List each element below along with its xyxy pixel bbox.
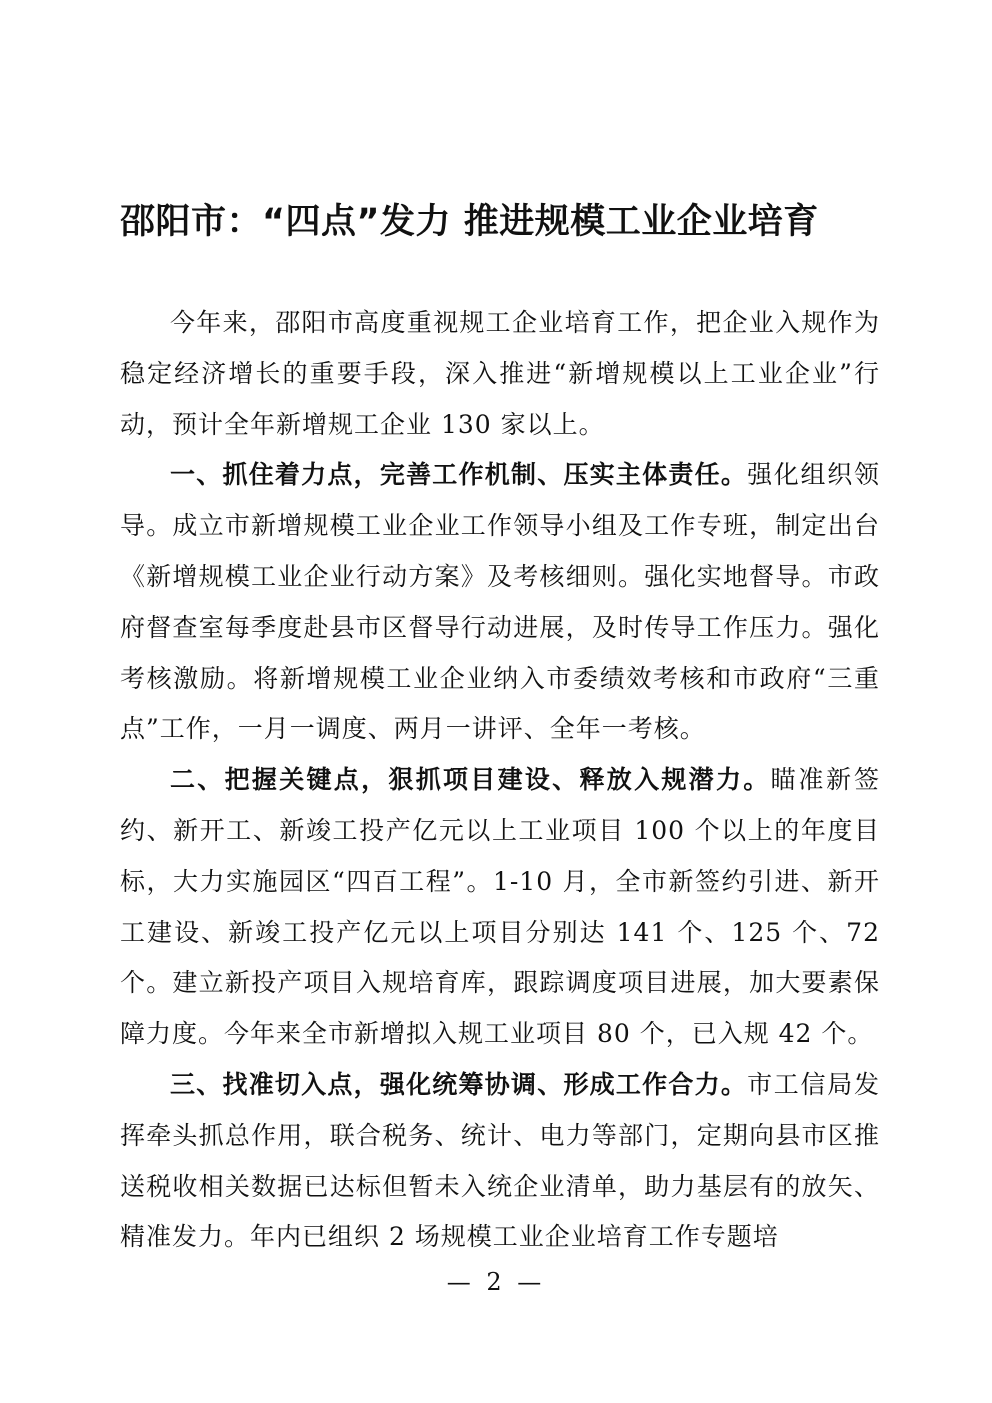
paragraph-text: 强化组织领导。成立市新增规模工业企业工作领导小组及工作专班，制定出台《新增规模工业企业行动方案》及考核细则。强化实地督导。市政府督查室每季度赴县市区督导行动进展，及时传导工作压力。强化考核激励。将新增规模工业企业纳入市委绩效考核和市政府“三重点”工作，一月一调度、两月一讲评、全年一考核。 xyxy=(120,460,880,744)
section-heading: 一、抓住着力点，完善工作机制、压实主体责任。 xyxy=(170,460,748,490)
page-number: — 2 — xyxy=(446,1268,546,1296)
paragraph-section-2 xyxy=(120,755,880,1060)
section-heading: 三、找准切入点，强化统筹协调、形成工作合力。 xyxy=(170,1069,748,1099)
section-heading: 二、把握关键点，狠抓项目建设、释放入规潜力。 xyxy=(170,765,771,795)
paragraph-section-1 xyxy=(120,450,880,755)
paragraph-text: 瞄准新签约、新开工、新竣工投产亿元以上工业项目 100 个以上的年度目标，大力实施园区“四百工程”。1-10 月，全市新签约引进、新开工建设、新竣工投产亿元以上项目分别达 141 个、125 个、72 个。建立新投产项目入规培育库，跟踪调度项目进展，加大要素保障力度。今年来全市新增拟入规工业项目 80 个，已入规 42 个。 xyxy=(120,765,880,1049)
paragraph-text: 市工信局发挥牵头抓总作用，联合税务、统计、电力等部门，定期向县市区推送税收相关数据已达标但暂未入统企业清单，助力基层有的放矢、精准发力。年内已组织 2 场规模工业企业培育工作专题培 xyxy=(120,1069,880,1252)
document-title: 邵阳市：“四点”发力 推进规模工业企业培育 xyxy=(120,202,819,242)
document-body xyxy=(120,298,880,1263)
paragraph-section-3 xyxy=(120,1060,880,1263)
paragraph-intro xyxy=(120,298,880,450)
paragraph-text: 今年来，邵阳市高度重视规工企业培育工作，把企业入规作为稳定经济增长的重要手段，深入推进“新增规模以上工业企业”行动，预计全年新增规工企业 130 家以上。 xyxy=(120,308,880,439)
